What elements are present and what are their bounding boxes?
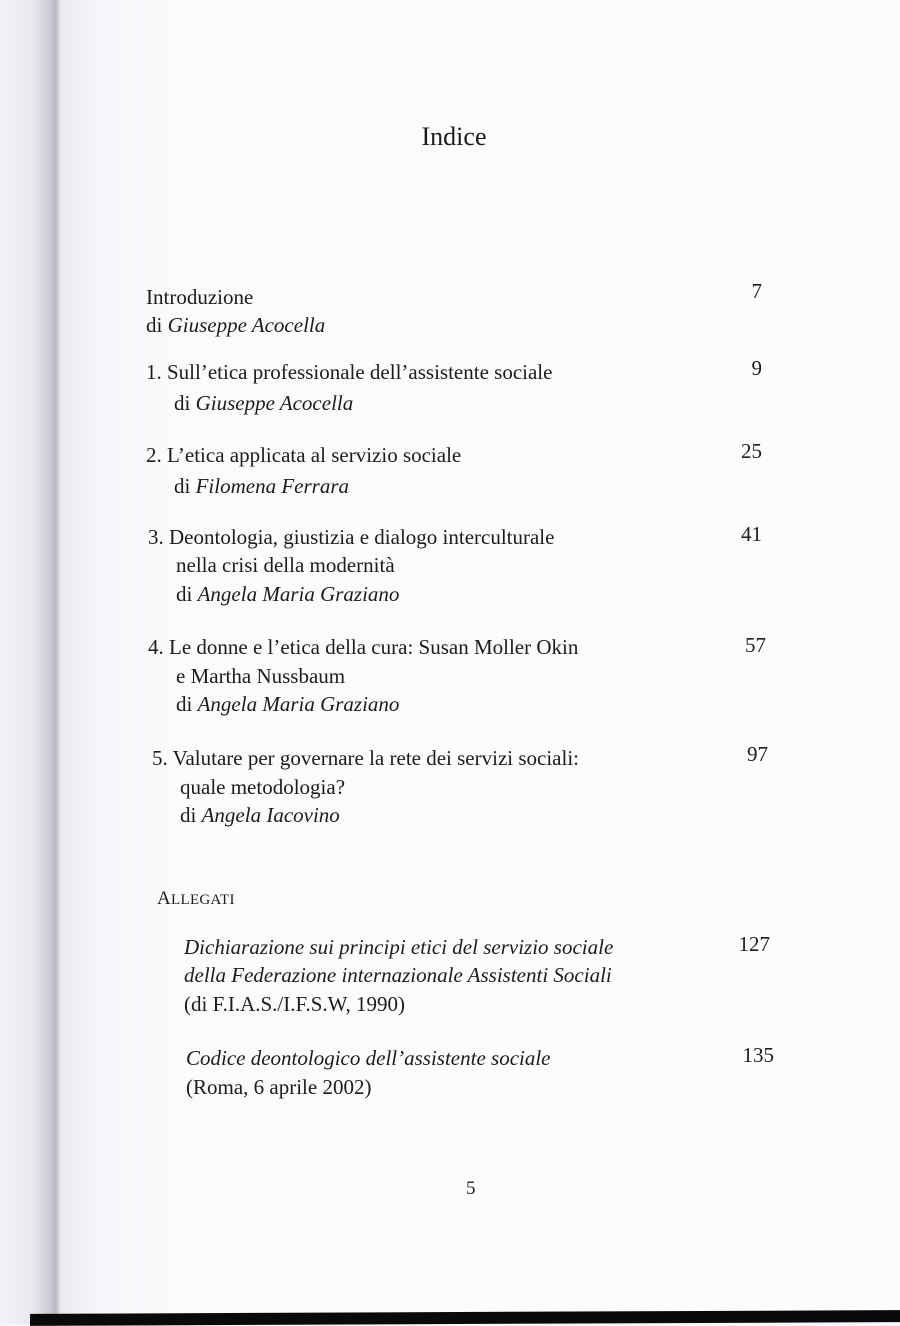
- entry-title: Dichiarazione sui principi etici del servizio sociale: [184, 935, 614, 959]
- entry-title: 3. Deontologia, giustizia e dialogo interculturale: [148, 525, 555, 549]
- appendix-heading: ALLEGATI: [157, 888, 235, 909]
- entry-page-number: 135: [742, 1043, 774, 1067]
- entry-page-number: 25: [741, 439, 762, 463]
- entry-title: 4. Le donne e l’etica della cura: Susan Moller Okin: [148, 635, 579, 659]
- entry-title: Codice deontologico dell’assistente sociale: [186, 1046, 551, 1070]
- by-label: di: [176, 692, 193, 716]
- entry-author-line: [174, 390, 353, 417]
- entry-title: Introduzione: [146, 285, 254, 309]
- entry-page-number: 9: [751, 356, 762, 380]
- chapter-number: 3.: [148, 525, 164, 549]
- entry-title: 1. Sull’etica professionale dell’assistente sociale: [146, 360, 553, 384]
- entry-title-continuation: quale metodologia?: [180, 775, 346, 799]
- entry-page-number: 97: [747, 742, 768, 766]
- by-label: di: [146, 313, 163, 337]
- entry-note: (Roma, 6 aprile 2002): [186, 1075, 372, 1099]
- chapter-number: 4.: [148, 635, 164, 659]
- author-name: Angela Maria Graziano: [197, 582, 400, 606]
- author-name: Giuseppe Acocella: [167, 313, 326, 337]
- entry-author-line: [176, 691, 399, 718]
- by-label: di: [176, 582, 193, 606]
- by-label: di: [174, 474, 191, 498]
- page-number-footer: 5: [466, 1178, 476, 1199]
- author-name: Angela Maria Graziano: [197, 692, 400, 716]
- entry-author-line: [146, 312, 325, 339]
- by-label: di: [180, 803, 197, 827]
- author-name: Filomena Ferrara: [195, 474, 349, 498]
- by-label: di: [174, 391, 191, 415]
- entry-title: 5. Valutare per governare la rete dei servizi sociali:: [152, 746, 580, 770]
- entry-title-continuation: e Martha Nussbaum: [176, 664, 346, 688]
- author-name: Angela Iacovino: [201, 803, 340, 827]
- entry-title-continuation: nella crisi della modernità: [176, 553, 395, 577]
- entry-page-number: 41: [741, 522, 762, 546]
- entry-note: (di F.I.A.S./I.F.S.W, 1990): [184, 992, 406, 1016]
- author-name: Giuseppe Acocella: [195, 391, 354, 415]
- entry-author-line: [176, 581, 399, 608]
- chapter-number: 1.: [146, 360, 162, 384]
- chapter-number: 2.: [146, 443, 162, 467]
- entry-page-number: 127: [738, 932, 770, 956]
- page-title: Indice: [421, 122, 487, 151]
- book-binding-shadow: [0, 0, 60, 1324]
- entry-title: 2. L’etica applicata al servizio sociale: [146, 443, 462, 467]
- entry-author-line: [180, 802, 340, 829]
- entry-title-continuation: della Federazione internazionale Assistenti Sociali: [184, 963, 612, 987]
- entry-page-number: 7: [751, 279, 762, 303]
- entry-page-number: 57: [745, 633, 766, 657]
- entry-author-line: [174, 473, 349, 500]
- chapter-number: 5.: [152, 746, 168, 770]
